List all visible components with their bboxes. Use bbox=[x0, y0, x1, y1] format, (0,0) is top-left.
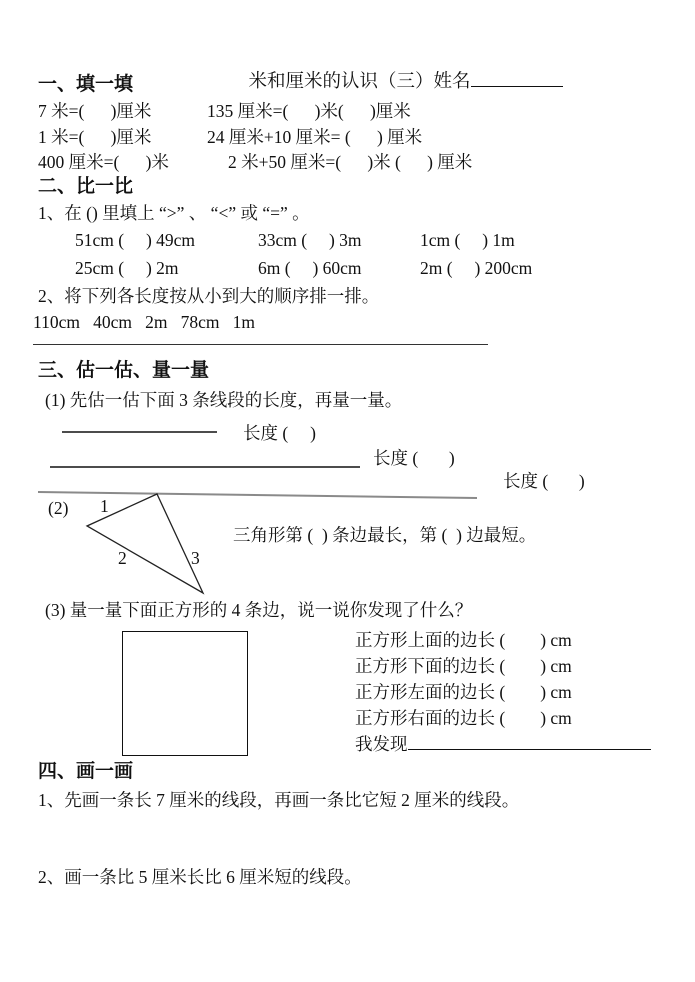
square-instructions: (3) 量一量下面正方形的 4 条边，说一说你发现了什么？ bbox=[45, 600, 473, 620]
item-2-label: (2) bbox=[48, 498, 69, 518]
section-1-header: 一、填一填 bbox=[38, 74, 134, 95]
triangle-side-label-2: 2 bbox=[118, 548, 127, 568]
sort-instructions: 2、将下列各长度按从小到大的顺序排一排。 bbox=[38, 286, 380, 306]
draw-item-2: 2、画一条比 5 厘米长比 6 厘米短的线段。 bbox=[38, 867, 362, 887]
square-bottom-length: 正方形下面的边长 ( ) cm bbox=[355, 656, 572, 676]
sort-answer-line bbox=[33, 330, 488, 345]
length-label-1: 长度 ( ) bbox=[243, 423, 316, 443]
length-label-2: 长度 ( ) bbox=[373, 448, 455, 468]
square-figure bbox=[122, 631, 248, 756]
compare-cell: 33cm ( ) 3m bbox=[258, 230, 362, 250]
fill-row-3-right: 2 米+50 厘米=( )米 ( ) 厘米 bbox=[228, 152, 473, 172]
discover-blank-line bbox=[408, 735, 651, 750]
compare-instructions: 1、在 () 里填上 “>” 、 “<” 或 “=” 。 bbox=[38, 203, 310, 223]
compare-cell: 6m ( ) 60cm bbox=[258, 258, 362, 278]
sort-values: 110cm 40cm 2m 78cm 1m bbox=[33, 312, 255, 332]
fill-row-1-right: 135 厘米=( )米( )厘米 bbox=[207, 101, 411, 121]
compare-cell: 1cm ( ) 1m bbox=[420, 230, 515, 250]
compare-cell: 51cm ( ) 49cm bbox=[75, 230, 196, 250]
page-title-text: 米和厘米的认识（三）姓名 bbox=[248, 72, 471, 92]
length-label-3: 长度 ( ) bbox=[503, 471, 585, 491]
triangle-side-label-1: 1 bbox=[100, 496, 109, 516]
section-4-header: 四、画一画 bbox=[38, 761, 134, 782]
fill-row-2-left: 1 米=( )厘米 bbox=[38, 127, 152, 147]
discover-label: 我发现 bbox=[355, 734, 408, 754]
discover-line bbox=[355, 733, 651, 755]
square-right-length: 正方形右面的边长 ( ) cm bbox=[355, 708, 572, 728]
triangle-question: 三角形第 ( ) 条边最长，第 ( ) 边最短。 bbox=[233, 525, 537, 545]
square-left-length: 正方形左面的边长 ( ) cm bbox=[355, 682, 572, 702]
estimate-instructions: (1) 先估一估下面 3 条线段的长度，再量一量。 bbox=[45, 390, 403, 410]
fill-row-3-left: 400 厘米=( )米 bbox=[38, 152, 169, 172]
fill-row-2-right: 24 厘米+10 厘米= ( ) 厘米 bbox=[207, 127, 423, 147]
section-2-header: 二、比一比 bbox=[38, 176, 134, 197]
square-top-length: 正方形上面的边长 ( ) cm bbox=[355, 630, 572, 650]
triangle-side-label-3: 3 bbox=[191, 548, 200, 568]
name-blank-line bbox=[471, 72, 563, 87]
draw-item-1: 1、先画一条长 7 厘米的线段，再画一条比它短 2 厘米的线段。 bbox=[38, 790, 520, 810]
section-3-header: 三、估一估、量一量 bbox=[38, 360, 210, 381]
fill-row-1-left: 7 米=( )厘米 bbox=[38, 101, 152, 121]
compare-cell: 25cm ( ) 2m bbox=[75, 258, 179, 278]
compare-cell: 2m ( ) 200cm bbox=[420, 258, 533, 278]
